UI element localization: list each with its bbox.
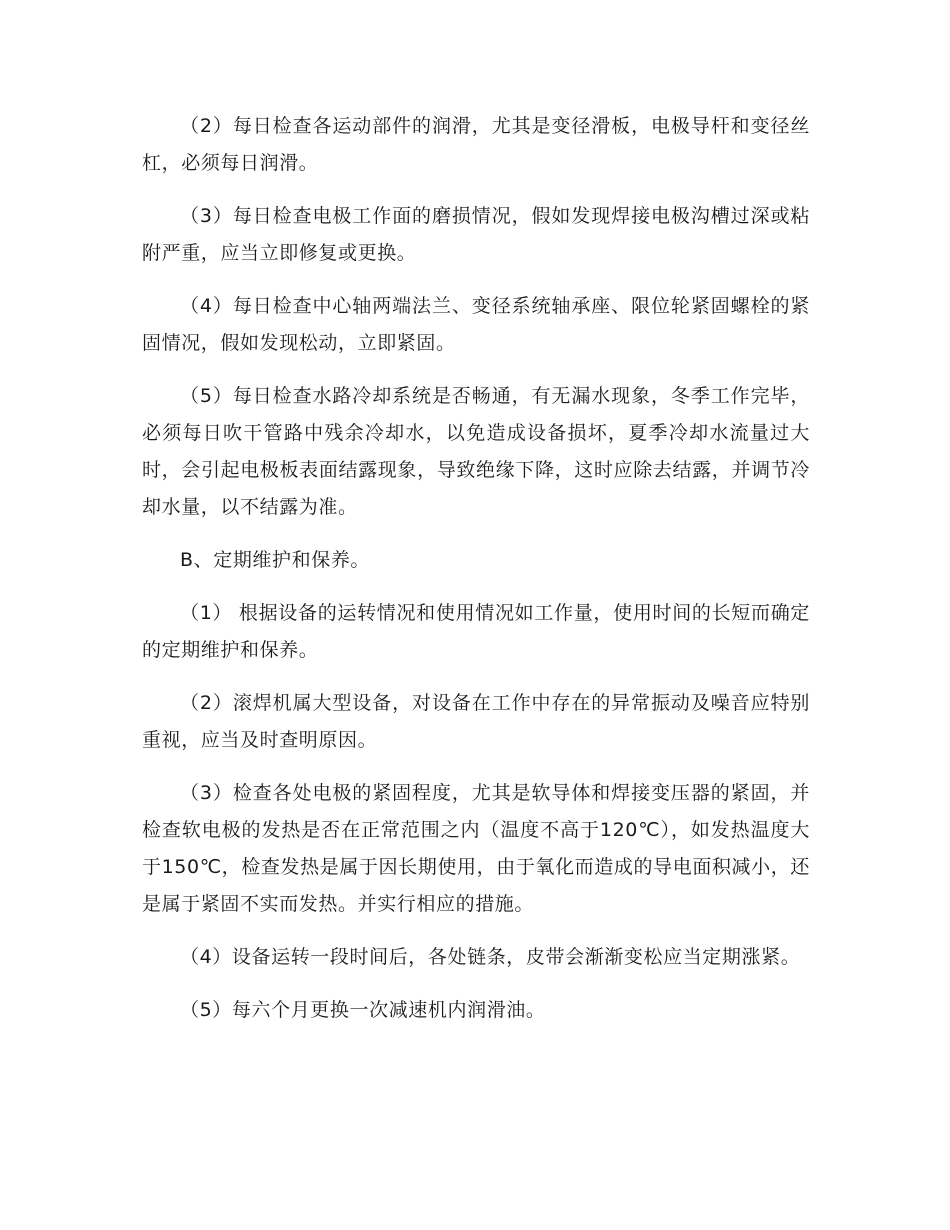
paragraph-chain-belt: （4）设备运转一段时间后，各处链条，皮带会渐渐变松应当定期涨紧。 [180, 946, 801, 968]
paragraph-daily-lubrication: （2）每日检查各运动部件的润滑，尤其是变径滑板，电极导杆和变径丝杠，必须每日润滑。 [142, 115, 810, 174]
document-body [142, 108, 810, 1045]
paragraph-fastening-check: （4）每日检查中心轴两端法兰、变径系统轴承座、限位轮紧固螺栓的紧固情况，假如发现松动，立即紧固。 [142, 295, 810, 354]
paragraph-electrode-wear: （3）每日检查电极工作面的磨损情况，假如发现焊接电极沟槽过深或粘附严重，应当立即修复或更换。 [142, 205, 810, 264]
paragraph-vibration-noise: （2）滚焊机属大型设备，对设备在工作中存在的异常振动及噪音应特别重视，应当及时查明原因。 [142, 692, 810, 751]
section-heading-periodic-maintenance: B、定期维护和保养。 [180, 549, 371, 571]
paragraph-periodic-basis: （1） 根据设备的运转情况和使用情况如工作量，使用时间的长短而确定的定期维护和保养。 [142, 602, 810, 661]
paragraph-gear-oil: （5）每六个月更换一次减速机内润滑油。 [180, 999, 546, 1021]
paragraph-cooling-system: （5）每日检查水路冷却系统是否畅通，有无漏水现象，冬季工作完毕，必须每日吹干管路中残余冷却水，以免造成设备损坏，夏季冷却水流量过大时，会引起电极板表面结露现象，导致绝缘下降，这时应除去结露，并调节冷却水量，以不结露为准。 [142, 385, 810, 518]
paragraph-electrode-heating: （3）检查各处电极的紧固程度，尤其是软导体和焊接变压器的紧固，并检查软电极的发热是否在正常范围之内（温度不高于120℃），如发热温度大于150℃，检查发热是属于因长期使用，由于氧化而造成的导电面积减小，还是属于紧固不实而发热。并实行相应的措施。 [142, 782, 810, 915]
